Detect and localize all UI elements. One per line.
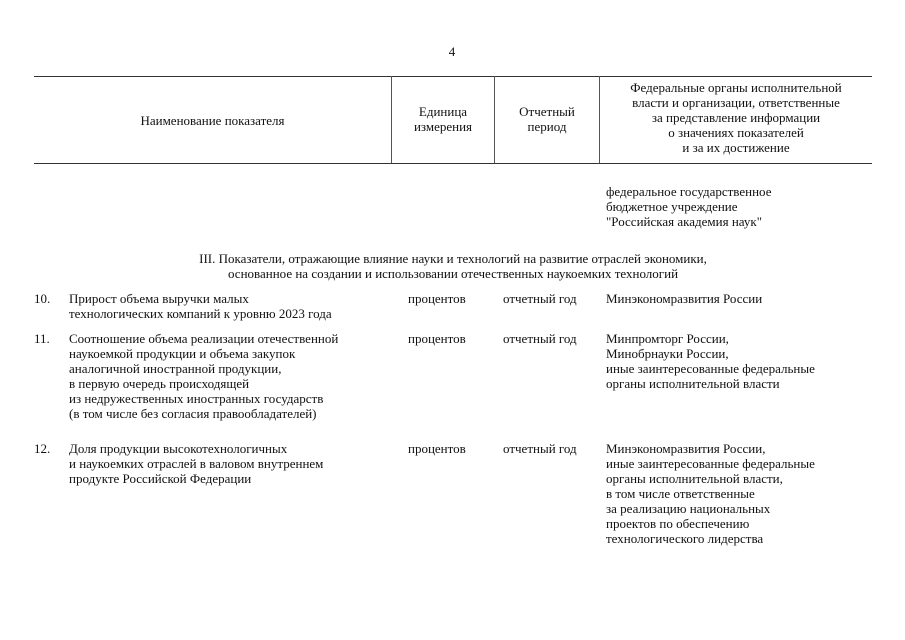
header-col-responsible: Федеральные органы исполнительной власти и организации, ответственные за представление информации о значениях показателей и за их достижение — [630, 80, 842, 155]
unit-cell: процентов — [408, 331, 466, 346]
period-cell: отчетный год — [503, 331, 577, 346]
row-number: 12. — [34, 441, 51, 456]
continuation-text: федеральное государственное бюджетное учреждение "Российская академия наук" — [606, 184, 772, 229]
page-number: 4 — [448, 44, 456, 59]
indicator-name: Доля продукции высокотехнологичных и наукоемких отраслей в валовом внутреннем продукте Российской Федерации — [69, 441, 324, 486]
period-cell: отчетный год — [503, 291, 577, 306]
indicator-name: Соотношение объема реализации отечественной наукоемкой продукции и объема закупок аналогичной иностранной продукции, в первую очередь происходящей из недружественных иностранных государств (в том числе без согласия правообладателей) — [69, 331, 339, 421]
responsible-cell: Минпромторг России, Минобрнауки России, иные заинтересованные федеральные органы исполнительной власти — [606, 331, 815, 391]
responsible-cell: Минэкономразвития России — [606, 291, 763, 306]
row-number: 10. — [34, 291, 51, 306]
header-bottom-rule — [34, 163, 872, 164]
indicator-name: Прирост объема выручки малых технологических компаний к уровню 2023 года — [69, 291, 332, 321]
unit-cell: процентов — [408, 441, 466, 456]
header-top-rule — [34, 76, 872, 77]
header-col-unit: Единица измерения — [413, 104, 473, 134]
responsible-cell: Минэкономразвития России, иные заинтересованные федеральные органы исполнительной власти, в том числе ответственные за реализацию национальных проектов по обеспечению технологического лидерства — [606, 441, 815, 546]
section-title: III. Показатели, отражающие влияние науки и технологий на развитие отраслей экономики, основанное на создании и использовании отечественных наукоемких технологий — [199, 251, 707, 281]
period-cell: отчетный год — [503, 441, 577, 456]
row-number: 11. — [34, 331, 50, 346]
unit-cell: процентов — [408, 291, 466, 306]
header-col-name: Наименование показателя — [140, 113, 285, 128]
header-col-period: Отчетный период — [519, 104, 575, 134]
